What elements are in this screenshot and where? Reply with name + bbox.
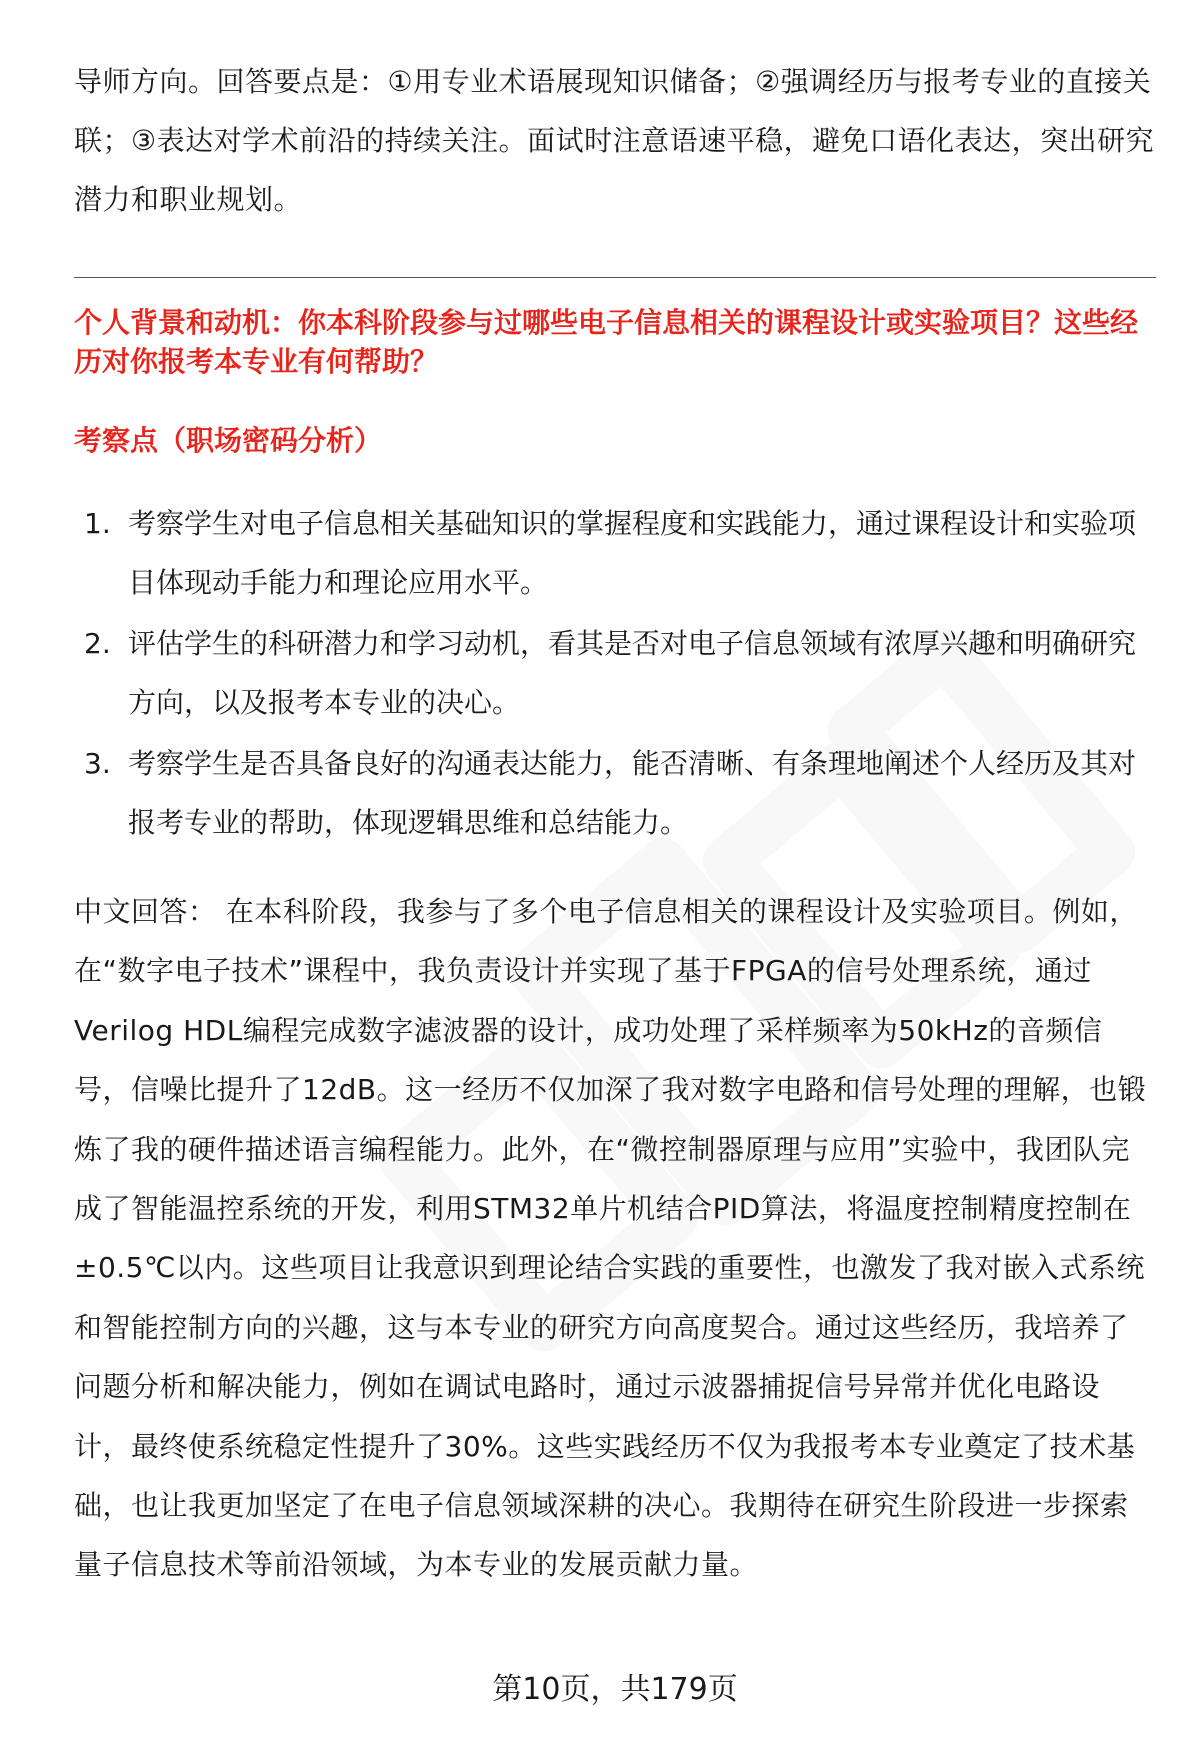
intro-paragraph: 导师方向。回答要点是：①用专业术语展现知识储备；②强调经历与报考专业的直接关联；③表达对学术前沿的持续关注。面试时注意语速平稳，避免口语化表达，突出研究潜力和职业规划。 bbox=[74, 65, 1155, 216]
document-page bbox=[74, 0, 1156, 1755]
list-item bbox=[74, 734, 1156, 852]
answer-paragraph: 中文回答： 在本科阶段，我参与了多个电子信息相关的课程设计及实验项目。例如，在“数字电子技术”课程中，我负责设计并实现了基于FPGA的信号处理系统，通过Verilog HDL编程完成数字滤波器的设计，成功处理了采样频率为50kHz的音频信号，信噪比提升了12dB。这一经历不仅加深了我对数字电路和信号处理的理解，也锻炼了我的硬件描述语言编程能力。此外，在“微控制器原理与应用”实验中，我团队完成了智能温控系统的开发，利用STM32单片机结合PID算法，将温度控制精度控制在±0.5℃以内。这些项目让我意识到理论结合实践的重要性，也激发了我对嵌入式系统和智能控制方向的兴趣，这与本专业的研究方向高度契合。通过这些经历，我培养了问题分析和解决能力，例如在调试电路时，通过示波器捕捉信号异常并优化电路设计，最终使系统稳定性提升了30%。这些实践经历不仅为我报考本专业奠定了技术基础，也让我更加坚定了在电子信息领域深耕的决心。我期待在研究生阶段进一步探索量子信息技术等前沿领域，为本专业的发展贡献力量。 bbox=[74, 895, 1147, 1582]
analysis-heading: 考察点（职场密码分析） bbox=[74, 424, 383, 457]
page-number: 第10页，共179页 bbox=[492, 1672, 738, 1707]
list-item-number: 3. bbox=[84, 747, 111, 780]
section-divider bbox=[74, 277, 1156, 278]
list-item-text: 考察学生是否具备良好的沟通表达能力，能否清晰、有条理地阐述个人经历及其对报考专业的帮助，体现逻辑思维和总结能力。 bbox=[128, 747, 1137, 839]
analysis-points-list bbox=[74, 494, 1156, 854]
list-item-number: 2. bbox=[84, 627, 111, 660]
list-item bbox=[74, 494, 1156, 612]
list-item bbox=[74, 614, 1156, 732]
list-item-text: 考察学生对电子信息相关基础知识的掌握程度和实践能力，通过课程设计和实验项目体现动手能力和理论应用水平。 bbox=[128, 507, 1137, 599]
list-item-text: 评估学生的科研潜力和学习动机，看其是否对电子信息领域有浓厚兴趣和明确研究方向，以及报考本专业的决心。 bbox=[128, 627, 1137, 719]
question-heading: 个人背景和动机：你本科阶段参与过哪些电子信息相关的课程设计或实验项目？这些经历对你报考本专业有何帮助？ bbox=[74, 306, 1139, 378]
list-item-number: 1. bbox=[84, 507, 111, 540]
